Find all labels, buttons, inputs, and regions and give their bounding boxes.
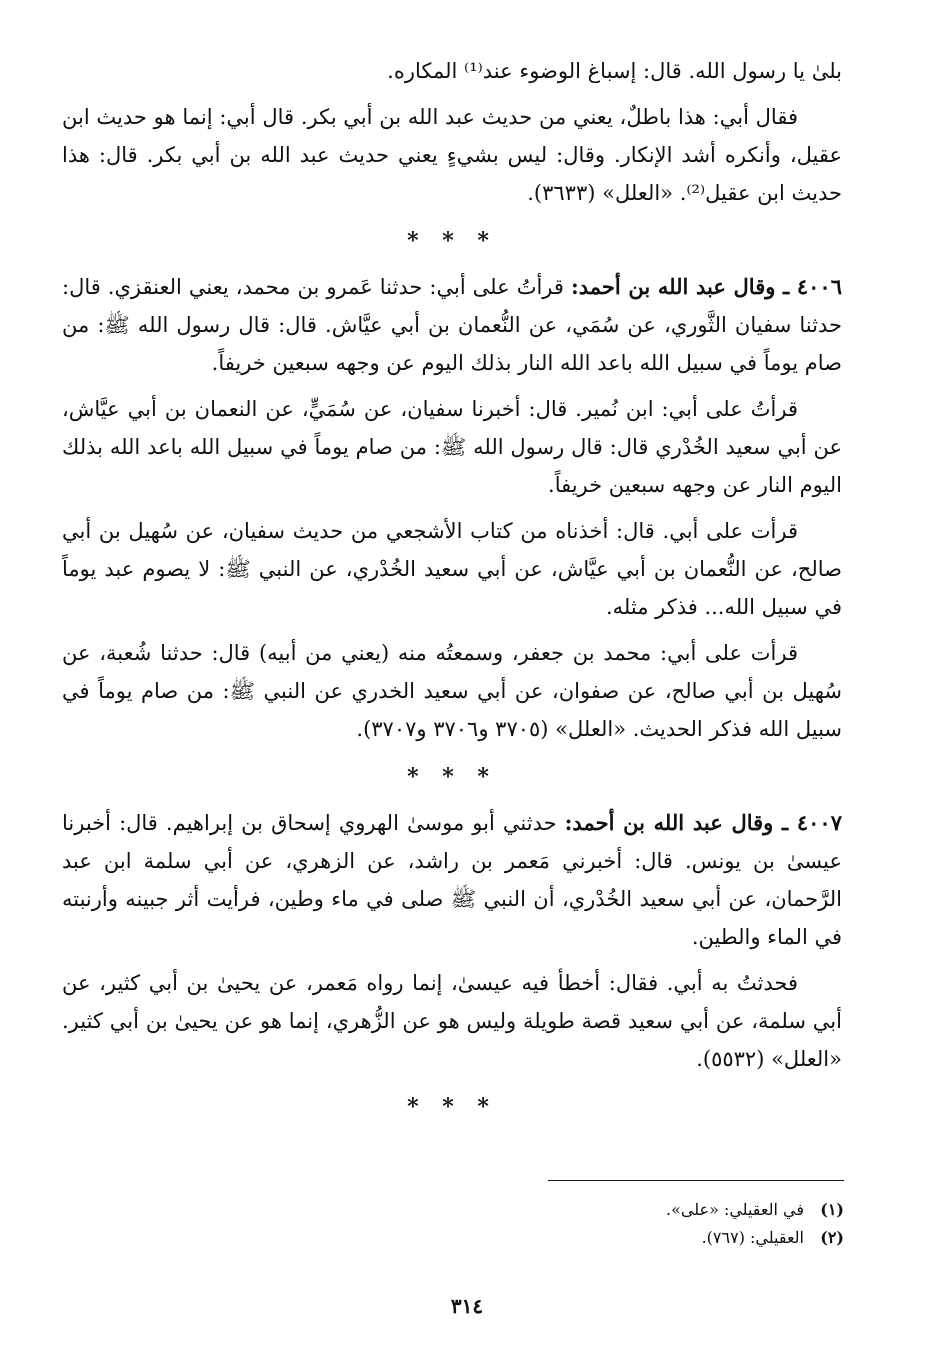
paragraph-5: قرأت على أبي. قال: أخذناه من كتاب الأشجعي من حديث سفيان، عن سُهيل بن أبي صالح، عن النُّعمان بن أبي عيَّاش، عن أبي سعيد الخُدْري، عن النبي ﷺ: لا يصوم عبد يوماً في سبيل الله... فذكر مثله. [62, 519, 842, 619]
footnote-text: في العقيلي: «على». [666, 1200, 804, 1219]
page-number: ٣١٤ [450, 1294, 484, 1318]
paragraph-4: قرأتُ على أبي: ابن نُمير. قال: أخبرنا سفيان، عن سُمَيٍّ، عن النعمان بن أبي عيَّاش، عن أبي سعيد الخُدْري قال: قال رسول الله ﷺ: من صام يوماً في سبيل الله باعد الله بذلك اليوم النار عن وجهه سبعين خريفاً. [62, 397, 842, 497]
section-separator: * * * [407, 1094, 497, 1120]
paragraph-2: فقال أبي: هذا باطلٌ، يعني من حديث عبد الله بن أبي بكر. قال أبي: إنما هو حديث ابن عقيل، وأنكره أشد الإنكار. وقال: ليس بشيءٍ يعني حديث عبد الله بن أبي بكر. قال: هذا حديث ابن عقيل⁽²⁾. «العلل» (٣٦٣٣). [62, 105, 842, 205]
footnote-text: العقيلي: (٧٦٧). [701, 1228, 804, 1247]
hadith-number-heading: ٤٠٠٦ ـ وقال عبد الله بن أحمد: [570, 274, 842, 299]
paragraph-1: بلىٰ يا رسول الله. قال: إسباغ الوضوء عند⁽¹⁾ المكاره. [387, 59, 842, 83]
hadith-4007: ٤٠٠٧ ـ وقال عبد الله بن أحمد: حدثني أبو موسىٰ الهروي إسحاق بن إبراهيم. قال: أخبرنا عيسىٰ بن يونس. قال: أخبرني مَعمر بن راشد، عن الزهري، عن أبي سلمة ابن عبد الرَّحمان، عن أبي سعيد الخُدْري، أن النبي ﷺ صلى في ماء وطين، فرأيت أثر جبينه وأرنبته في الماء والطين. [62, 810, 842, 949]
footnote-1 [300, 1196, 844, 1224]
hadith-4006: ٤٠٠٦ ـ وقال عبد الله بن أحمد: قرأتُ على أبي: حدثنا عَمرو بن محمد، يعني العنقزي. قال: حدثنا سفيان الثَّوري، عن سُمَي، عن النُّعمان بن أبي عيَّاش. قال: قال رسول الله ﷺ: من صام يوماً في سبيل الله باعد الله النار بذلك اليوم عن وجهه سبعين خريفاً. [62, 274, 842, 375]
footnote-divider [548, 1180, 844, 1181]
hadith-number-heading: ٤٠٠٧ ـ وقال عبد الله بن أحمد: [564, 810, 842, 835]
footnote-number: (١) [820, 1200, 844, 1219]
footnote-number: (٢) [820, 1228, 844, 1247]
footnotes [300, 1196, 844, 1252]
section-separator: * * * [407, 228, 497, 254]
paragraph-8: فحدثتُ به أبي. فقال: أخطأ فيه عيسىٰ، إنما رواه مَعمر، عن يحيىٰ بن أبي كثير، عن أبي سلمة، عن أبي سعيد قصة طويلة وليس هو عن الزُّهري، إنما هو عن يحيىٰ بن أبي كثير. «العلل» (٥٥٣٢). [62, 971, 842, 1071]
footnote-2 [300, 1224, 844, 1252]
section-separator: * * * [407, 764, 497, 790]
page-body [62, 52, 842, 1134]
paragraph-6: قرأت على أبي: محمد بن جعفر، وسمعتُه منه (يعني من أبيه) قال: حدثنا شُعبة، عن سُهيل بن أبي صالح، عن صفوان، عن أبي سعيد الخدري عن النبي ﷺ: من صام يوماً في سبيل الله فذكر الحديث. «العلل» (٣٧٠٥ و٣٧٠٦ و٣٧٠٧). [62, 641, 842, 741]
